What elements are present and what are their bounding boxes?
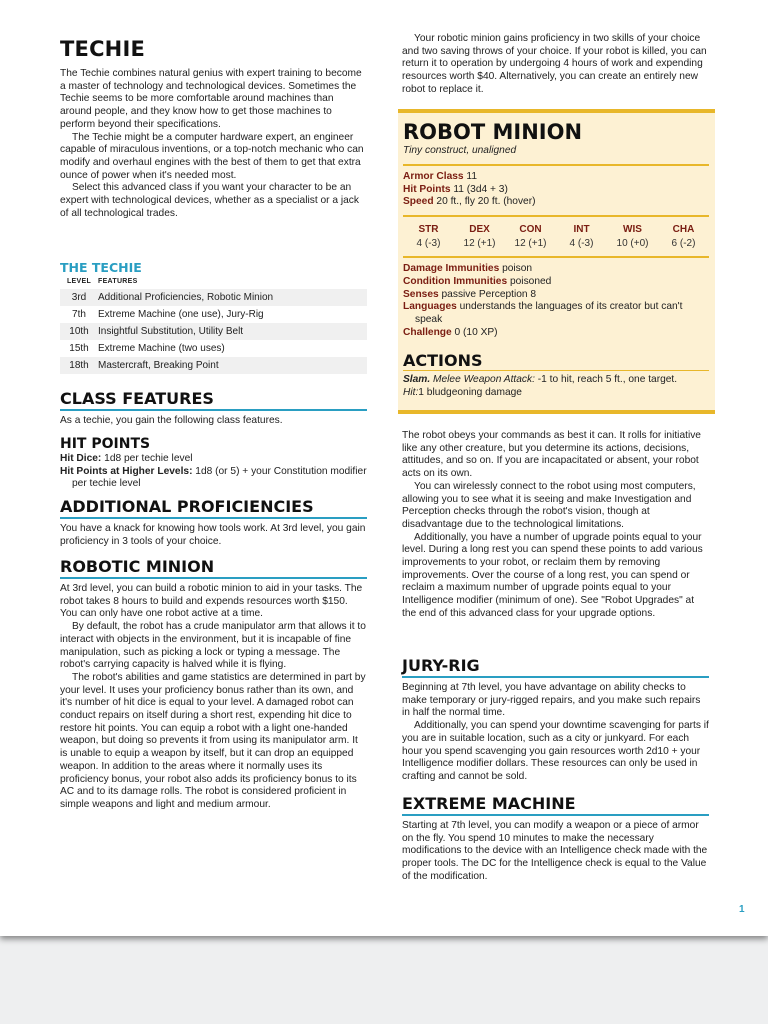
jury-rig-paragraph: Beginning at 7th level, you have advantage on ability checks to make temporary or jury-rigged repairs, and you make such repairs in half the normal time. (402, 682, 701, 719)
slam-name: Slam. (403, 374, 431, 386)
condition-immunities-value: poisoned (507, 275, 552, 287)
hit-points-value: 11 (3d4 + 3) (450, 183, 508, 195)
table-row (60, 289, 367, 306)
robotic-minion-paragraph: The robot's abilities and game statistics are determined in part by your level. It uses your proficiency bonus rather than its own, and it's number of hit dice is equal to your level. A damaged robot can conduct repairs on itself during a short rest, expending hit dice to restore hit points. You can equip a robot with a light one-handed weapon, but doing so prevents it from using its manipulator arm. It is unable to equip a weapon by itself, but it can drop an equipped weapon. In addition to the areas where it normally uses its proficiency bonus, your robot also adds its proficiency bonus to its AC and to its damage rolls. The robot is considered proficient in simple weapons and light and medium armour. (60, 671, 366, 810)
extreme-machine-paragraph: Starting at 7th level, you can modify a weapon or a piece of armor on the fly. You spend 10 minutes to make the necessary modifications to the device with an Intelligence check made with the proper tools. The DC for the Intelligence check is equal to the Value of the modification. (402, 820, 708, 882)
section-heading: JURY-RIG (402, 656, 709, 678)
section-heading: ADDITIONAL PROFICIENCIES (60, 497, 367, 519)
ability-scores (403, 223, 709, 250)
page-title: TECHIE (60, 37, 146, 61)
table-cell-features: Extreme Machine (one use), Jury-Rig (98, 309, 264, 320)
senses-value: passive Perception 8 (438, 288, 537, 300)
table-cell-level: 10th (60, 323, 98, 340)
intro-paragraph: The Techie combines natural genius with expert training to become a master of technology and technological devices. Sometimes the Techie seems to be more comfortable around machines than around people, and they know how to get those machines to perform beyond their specifications. (60, 68, 362, 130)
class-features-text: As a techie, you gain the following class features. (60, 415, 283, 426)
speed-line (403, 196, 709, 209)
table-title: THE TECHIE (60, 260, 142, 275)
challenge-label: Challenge (403, 326, 452, 338)
hit-points-line (403, 184, 709, 197)
senses-label: Senses (403, 288, 439, 300)
intro-paragraph: Select this advanced class if you want your character to be an expert with technological devices, whether as a specialist or a jack of all technological trades. (60, 182, 359, 219)
table-cell-level: 7th (72, 309, 86, 320)
hit-dice-label: Hit Dice: (60, 453, 102, 464)
ability-str: STR 4 (-3) (416, 224, 441, 250)
robot-intro-paragraph: Your robotic minion gains proficiency in two skills of your choice and two saving throws of your choice. If your robot is killed, you can return it to operation by undergoing 4 hours of work and expending resources worth $40. Alternatively, you can create an entirely new robot to replace it. (402, 33, 707, 95)
table-row (60, 357, 367, 374)
extreme-machine-section (402, 794, 709, 884)
statblock-divider (403, 256, 709, 258)
robot-minion-statblock (398, 109, 715, 414)
statblock-type: Tiny construct, unaligned (403, 145, 517, 156)
higher-levels-label: Hit Points at Higher Levels: (60, 465, 193, 477)
robot-details (402, 430, 709, 621)
robot-details-paragraph: You can wirelessly connect to the robot using most computers, allowing you to see what it is seeing and make Investigation and Perception checks through the robot's vision, though at disadvantage due to the technological limitations. (402, 480, 696, 530)
condition-immunities-line (403, 276, 709, 289)
table-cell-features: Additional Proficiencies, Robotic Minion (98, 289, 367, 306)
jury-rig-section (402, 656, 709, 784)
robot-details-paragraph: The robot obeys your commands as best it can. It rolls for initiative like any other creature, but you determine its actions, decisions, attitudes, and so on. If you are incapacitated or absent, your robot acts on its own. (402, 430, 701, 480)
languages-value: understands the languages of its creator but can't speak (415, 301, 683, 325)
jury-rig-paragraph: Additionally, you can spend your downtime scavenging for parts if you are in suitable location, such as a city or junkyard. For each hour you spend scavenging you gain resources worth 2d10 + your Intelligence modifier dollars. These resources can only be used in crafting and cannot be sold. (402, 720, 709, 782)
armor-class-value: 11 (463, 171, 477, 182)
robot-intro (402, 33, 709, 97)
higher-levels-value: 1d8 (or 5) + your Constitution modifier per techie level (72, 465, 367, 490)
robotic-minion-section (60, 557, 367, 812)
damage-immunities-value: poison (499, 263, 533, 275)
languages-label: Languages (403, 301, 457, 313)
statblock-name: ROBOT MINION (403, 120, 583, 144)
hit-points-section (60, 436, 367, 491)
armor-class-label: Armor Class (403, 171, 464, 182)
table-row (60, 340, 367, 357)
subsection-heading: HIT POINTS (60, 436, 151, 452)
statblock-divider (403, 215, 709, 217)
challenge-line (403, 327, 709, 340)
senses-line (403, 289, 709, 302)
ability-int: INT 4 (-3) (569, 224, 594, 250)
damage-immunities-label: Damage Immunities (403, 263, 500, 275)
armor-class-line (403, 171, 709, 184)
ability-cha: CHA 6 (-2) (671, 224, 696, 250)
slam-damage: 1 bludgeoning damage (418, 387, 522, 399)
slam-type: Melee Weapon Attack: (430, 374, 535, 386)
hit-dice-value: 1d8 per techie level (101, 453, 193, 464)
ability-dex: DEX 12 (+1) (463, 224, 496, 250)
table-row (60, 306, 367, 323)
slam-hit-line (403, 387, 709, 400)
speed-label: Speed (403, 196, 434, 208)
section-heading: EXTREME MACHINE (402, 794, 709, 816)
higher-levels-line (60, 466, 367, 491)
speed-value: 20 ft., fly 20 ft. (hover) (433, 196, 536, 208)
ability-con: CON 12 (+1) (514, 224, 547, 250)
class-features-section (60, 389, 367, 428)
challenge-value: 0 (10 XP) (451, 326, 498, 338)
section-heading: ROBOTIC MINION (60, 557, 367, 579)
slam-hit-label: Hit: (403, 387, 419, 399)
additional-proficiencies-text: You have a knack for knowing how tools work. At 3rd level, you gain proficiency in 3 tools of your choice. (60, 523, 366, 547)
table-cell-features: Insightful Substitution, Utility Belt (98, 323, 367, 340)
table-cell-features: Mastercraft, Breaking Point (98, 357, 367, 374)
robotic-minion-paragraph: By default, the robot has a crude manipulator arm that allows it to interact with objects in the environment, but it is incapable of fine manipulation, such as picking a lock or typing a message. The robot's carrying capacity is halved while it is flying. (60, 621, 366, 671)
table-row (60, 323, 367, 340)
table-cell-level: 15th (69, 343, 89, 354)
damage-immunities-line (403, 263, 709, 276)
condition-immunities-label: Condition Immunities (403, 275, 508, 287)
table-cell-level: 18th (60, 357, 98, 374)
statblock-divider (403, 164, 709, 166)
slam-text: -1 to hit, reach 5 ft., one target. (534, 374, 678, 386)
languages-line (403, 301, 709, 326)
robot-details-paragraph: Additionally, you have a number of upgrade points equal to your level. During a long rest you can spend these points to add various improvements to your robot, or reclaim them by removing improvements. Over the course of a long rest, you can spend or reclaim a maximum number of upgrade points equal to your Intelligence modifier (minimum of one). See "Robot Upgrades" at the end of this advanced class for your upgrade options. (402, 531, 703, 619)
table-cell-features: Extreme Machine (two uses) (98, 343, 225, 354)
robotic-minion-paragraph: At 3rd level, you can build a robotic minion to aid in your tasks. The robot takes 8 hours to build and expends resources worth $150. You can only have one robot active at a time. (60, 583, 363, 620)
techie-table (60, 261, 367, 374)
section-heading: CLASS FEATURES (60, 389, 367, 411)
table-header-level: LEVEL (66, 278, 92, 285)
hit-points-label: Hit Points (403, 183, 451, 195)
table-header-features: FEATURES (98, 278, 138, 285)
intro-paragraph: The Techie might be a computer hardware expert, an engineer capable of miraculous inventions, or a top-notch mechanic who can modify and overhaul engines with the best of them to get that extra ounce of power when it's needed most. (60, 131, 364, 181)
hit-dice-line (60, 453, 367, 466)
actions-heading: ACTIONS (403, 351, 709, 371)
additional-proficiencies-section (60, 497, 367, 548)
intro-text (60, 68, 367, 220)
table-cell-level: 3rd (60, 289, 98, 306)
features-table (60, 275, 367, 374)
ability-wis: WIS 10 (+0) (616, 224, 649, 250)
page-number: 1 (739, 904, 745, 915)
slam-action (403, 374, 709, 387)
